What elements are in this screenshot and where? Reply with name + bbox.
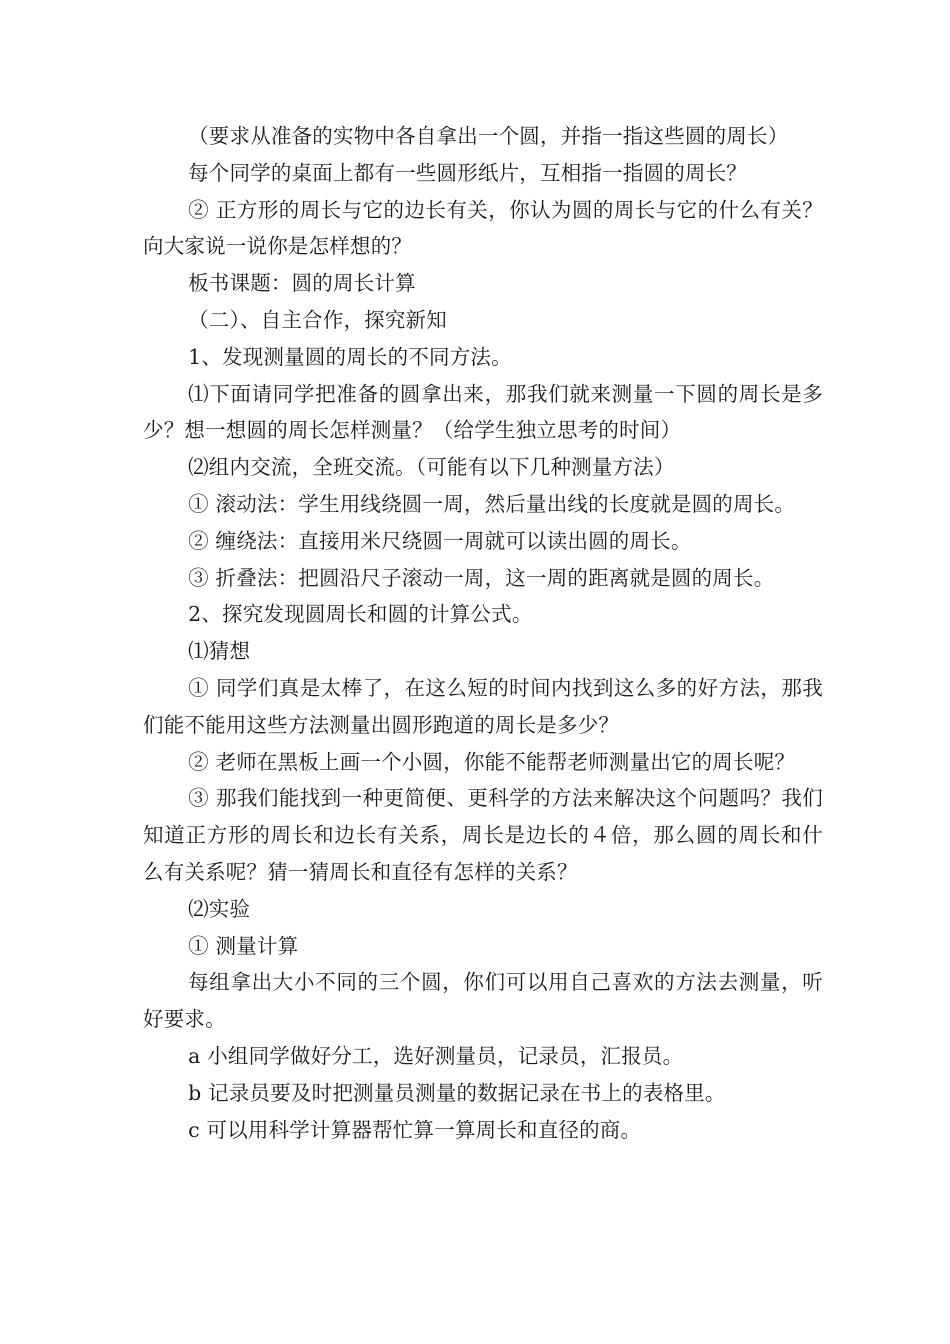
document-body <box>143 118 823 1148</box>
paragraph-folding-method: ③ 折叠法：把圆沿尺子滚动一周，这一周的距离就是圆的周长。 <box>188 565 775 590</box>
paragraph-measure-prompt: ⑴下面请同学把准备的圆拿出来，那我们就来测量一下圆的周长是多少？想一想圆的周长怎样测量？（给学生独立思考的时间） <box>143 381 823 443</box>
paragraph-desk-circles: 每个同学的桌面上都有一些圆形纸片，互相指一指圆的周长？ <box>188 160 747 185</box>
paragraph-simpler-method: ③ 那我们能找到一种更简便、更科学的方法来解决这个问题吗？我们知道正方形的周长和边长有关系，周长是边长的４倍，那么圆的周长和什么有关系呢？猜一猜周长和直径有怎样的关系？ <box>143 786 823 884</box>
section-heading-explore: （二）、自主合作，探究新知 <box>188 307 447 332</box>
paragraph-three-circles: 每组拿出大小不同的三个圆，你们可以用自己喜欢的方法去测量，听好要求。 <box>143 970 823 1032</box>
list-item-recorder: b 记录员要及时把测量员测量的数据记录在书上的表格里。 <box>188 1080 726 1105</box>
paragraph-rolling-method: ① 滚动法：学生用线绕圆一周，然后量出线的长度就是圆的周长。 <box>188 491 796 516</box>
list-item-roles: a 小组同学做好分工，选好测量员，记录员，汇报员。 <box>188 1043 684 1068</box>
paragraph-formula-heading: 2、探究发现圆周长和圆的计算公式。 <box>188 602 533 627</box>
paragraph-board-title: 板书课题：圆的周长计算 <box>188 271 416 296</box>
paragraph-blackboard-circle: ② 老师在黑板上画一个小圆，你能不能帮老师测量出它的周长呢？ <box>188 749 796 774</box>
paragraph-wrapping-method: ② 缠绕法：直接用米尺绕圆一周就可以读出圆的周长。 <box>188 528 692 553</box>
paragraph-track-question: ① 同学们真是太棒了，在这么短的时间内找到这么多的好方法，那我们能不能用这些方法测量出圆形跑道的周长是多少？ <box>143 675 823 737</box>
paragraph-group-discussion: ⑵组内交流，全班交流。（可能有以下几种测量方法） <box>188 455 675 480</box>
paragraph-experiment-heading: ⑵实验 <box>188 896 251 921</box>
paragraph-requirement: （要求从准备的实物中各自拿出一个圆，并指一指这些圆的周长） <box>188 124 789 148</box>
paragraph-guess-heading: ⑴猜想 <box>188 639 251 664</box>
paragraph-square-perimeter: ② 正方形的周长与它的边长有关，你认为圆的周长与它的什么有关？向大家说一说你是怎样想的？ <box>143 197 823 259</box>
paragraph-methods-heading: 1、发现测量圆的周长的不同方法。 <box>188 344 512 369</box>
paragraph-measure-calc: ① 测量计算 <box>188 933 299 958</box>
list-item-calculator: c 可以用科学计算器帮忙算一算周长和直径的商。 <box>188 1117 642 1142</box>
